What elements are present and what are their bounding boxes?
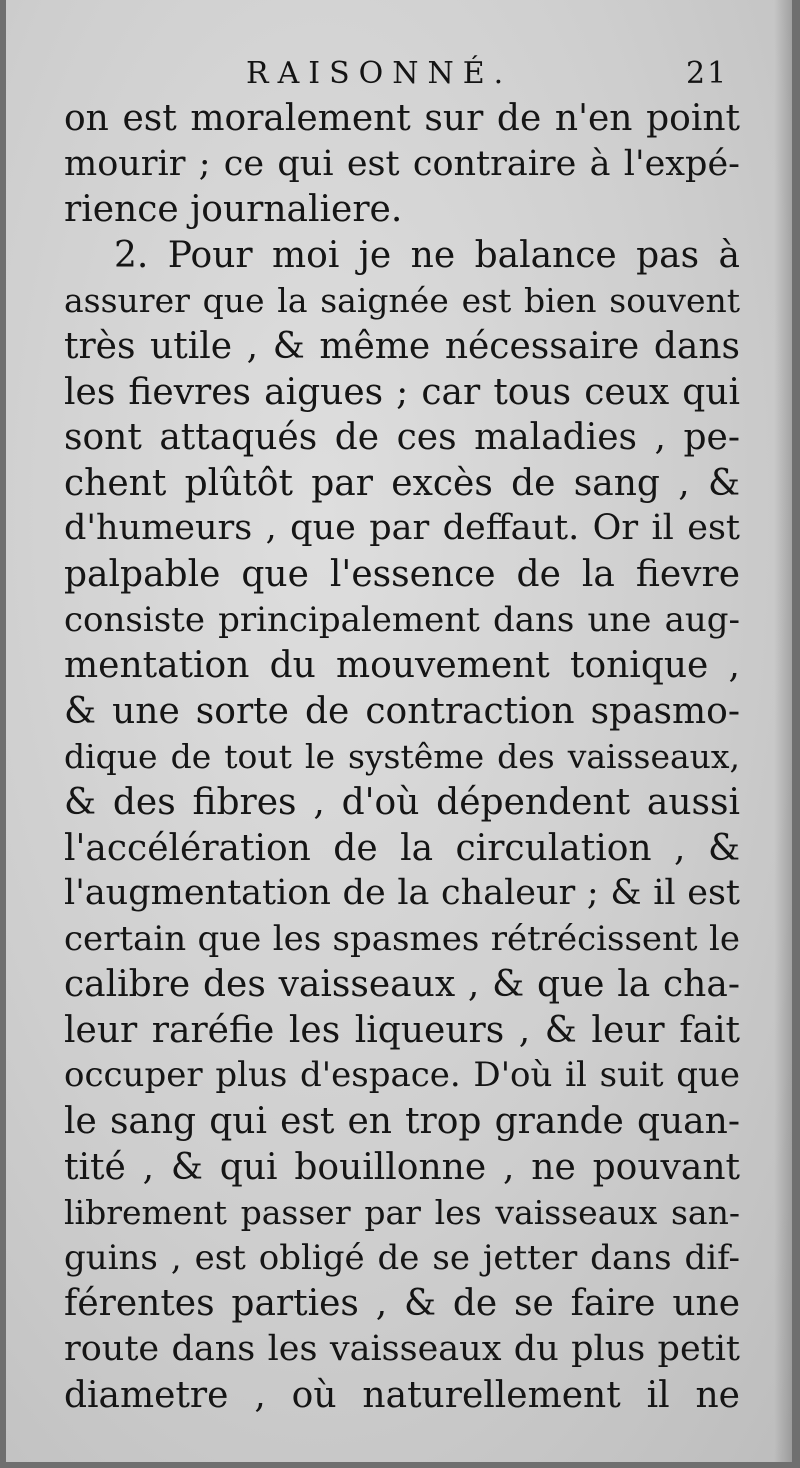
text-line: certain que les spasmes rétrécissent le xyxy=(64,918,740,959)
text-line: tité , & qui bouillonne , ne pouvant xyxy=(64,1146,740,1188)
text-line: férentes parties , & de se faire une xyxy=(64,1283,740,1325)
page-header xyxy=(6,56,792,96)
text-line: palpable que l'essence de la fievre xyxy=(64,553,740,595)
text-line: calibre des vaisseaux , & que la cha- xyxy=(64,964,740,1006)
text-line: consiste principalement dans une aug- xyxy=(64,599,740,640)
text-line: mourir ; ce qui est contraire à l'expé- xyxy=(64,143,740,184)
text-line: les fievres aigues ; car tous ceux qui xyxy=(64,371,740,413)
text-line: & des fibres , d'où dépendent aussi xyxy=(64,781,740,823)
page-number: 21 xyxy=(686,56,729,91)
text-line: occuper plus d'espace. D'où il suit que xyxy=(64,1055,740,1096)
book-page xyxy=(6,0,792,1462)
text-line: l'augmentation de la chaleur ; & il est xyxy=(64,873,740,914)
text-line: le sang qui est en trop grande quan- xyxy=(64,1101,740,1143)
text-line: assurer que la saignée est bien souvent xyxy=(64,281,740,321)
text-line: d'humeurs , que par deffaut. Or il est xyxy=(64,508,740,549)
text-line: guins , est obligé de se jetter dans dif- xyxy=(64,1237,740,1278)
text-line: très utile , & même nécessaire dans xyxy=(64,325,740,367)
text-line: diametre , où naturellement il ne xyxy=(64,1374,740,1416)
text-line: route dans les vaisseaux du plus petit xyxy=(64,1329,740,1370)
body-text xyxy=(64,96,740,1418)
text-line: chent plûtôt par excès de sang , & xyxy=(64,462,740,504)
text-line: l'accélération de la circulation , & xyxy=(64,827,740,869)
text-line: leur raréfie les liqueurs , & leur fait xyxy=(64,1009,740,1051)
running-head: RAISONNÉ. xyxy=(246,56,513,91)
text-line: librement passer par les vaisseaux san- xyxy=(64,1193,740,1233)
text-line: mentation du mouvement tonique , xyxy=(64,645,740,687)
text-line: dique de tout le systême des vaisseaux, xyxy=(64,737,740,777)
page-edge-shadow xyxy=(774,0,792,1462)
text-line: & une sorte de contraction spasmo- xyxy=(64,690,740,732)
text-line: rience journaliere. xyxy=(64,189,403,231)
text-line: on est moralement sur de n'en point xyxy=(64,98,740,139)
text-line: sont attaqués de ces maladies , pe- xyxy=(64,417,740,459)
paragraph-start-line: 2. Pour moi je ne balance pas à xyxy=(114,234,740,276)
